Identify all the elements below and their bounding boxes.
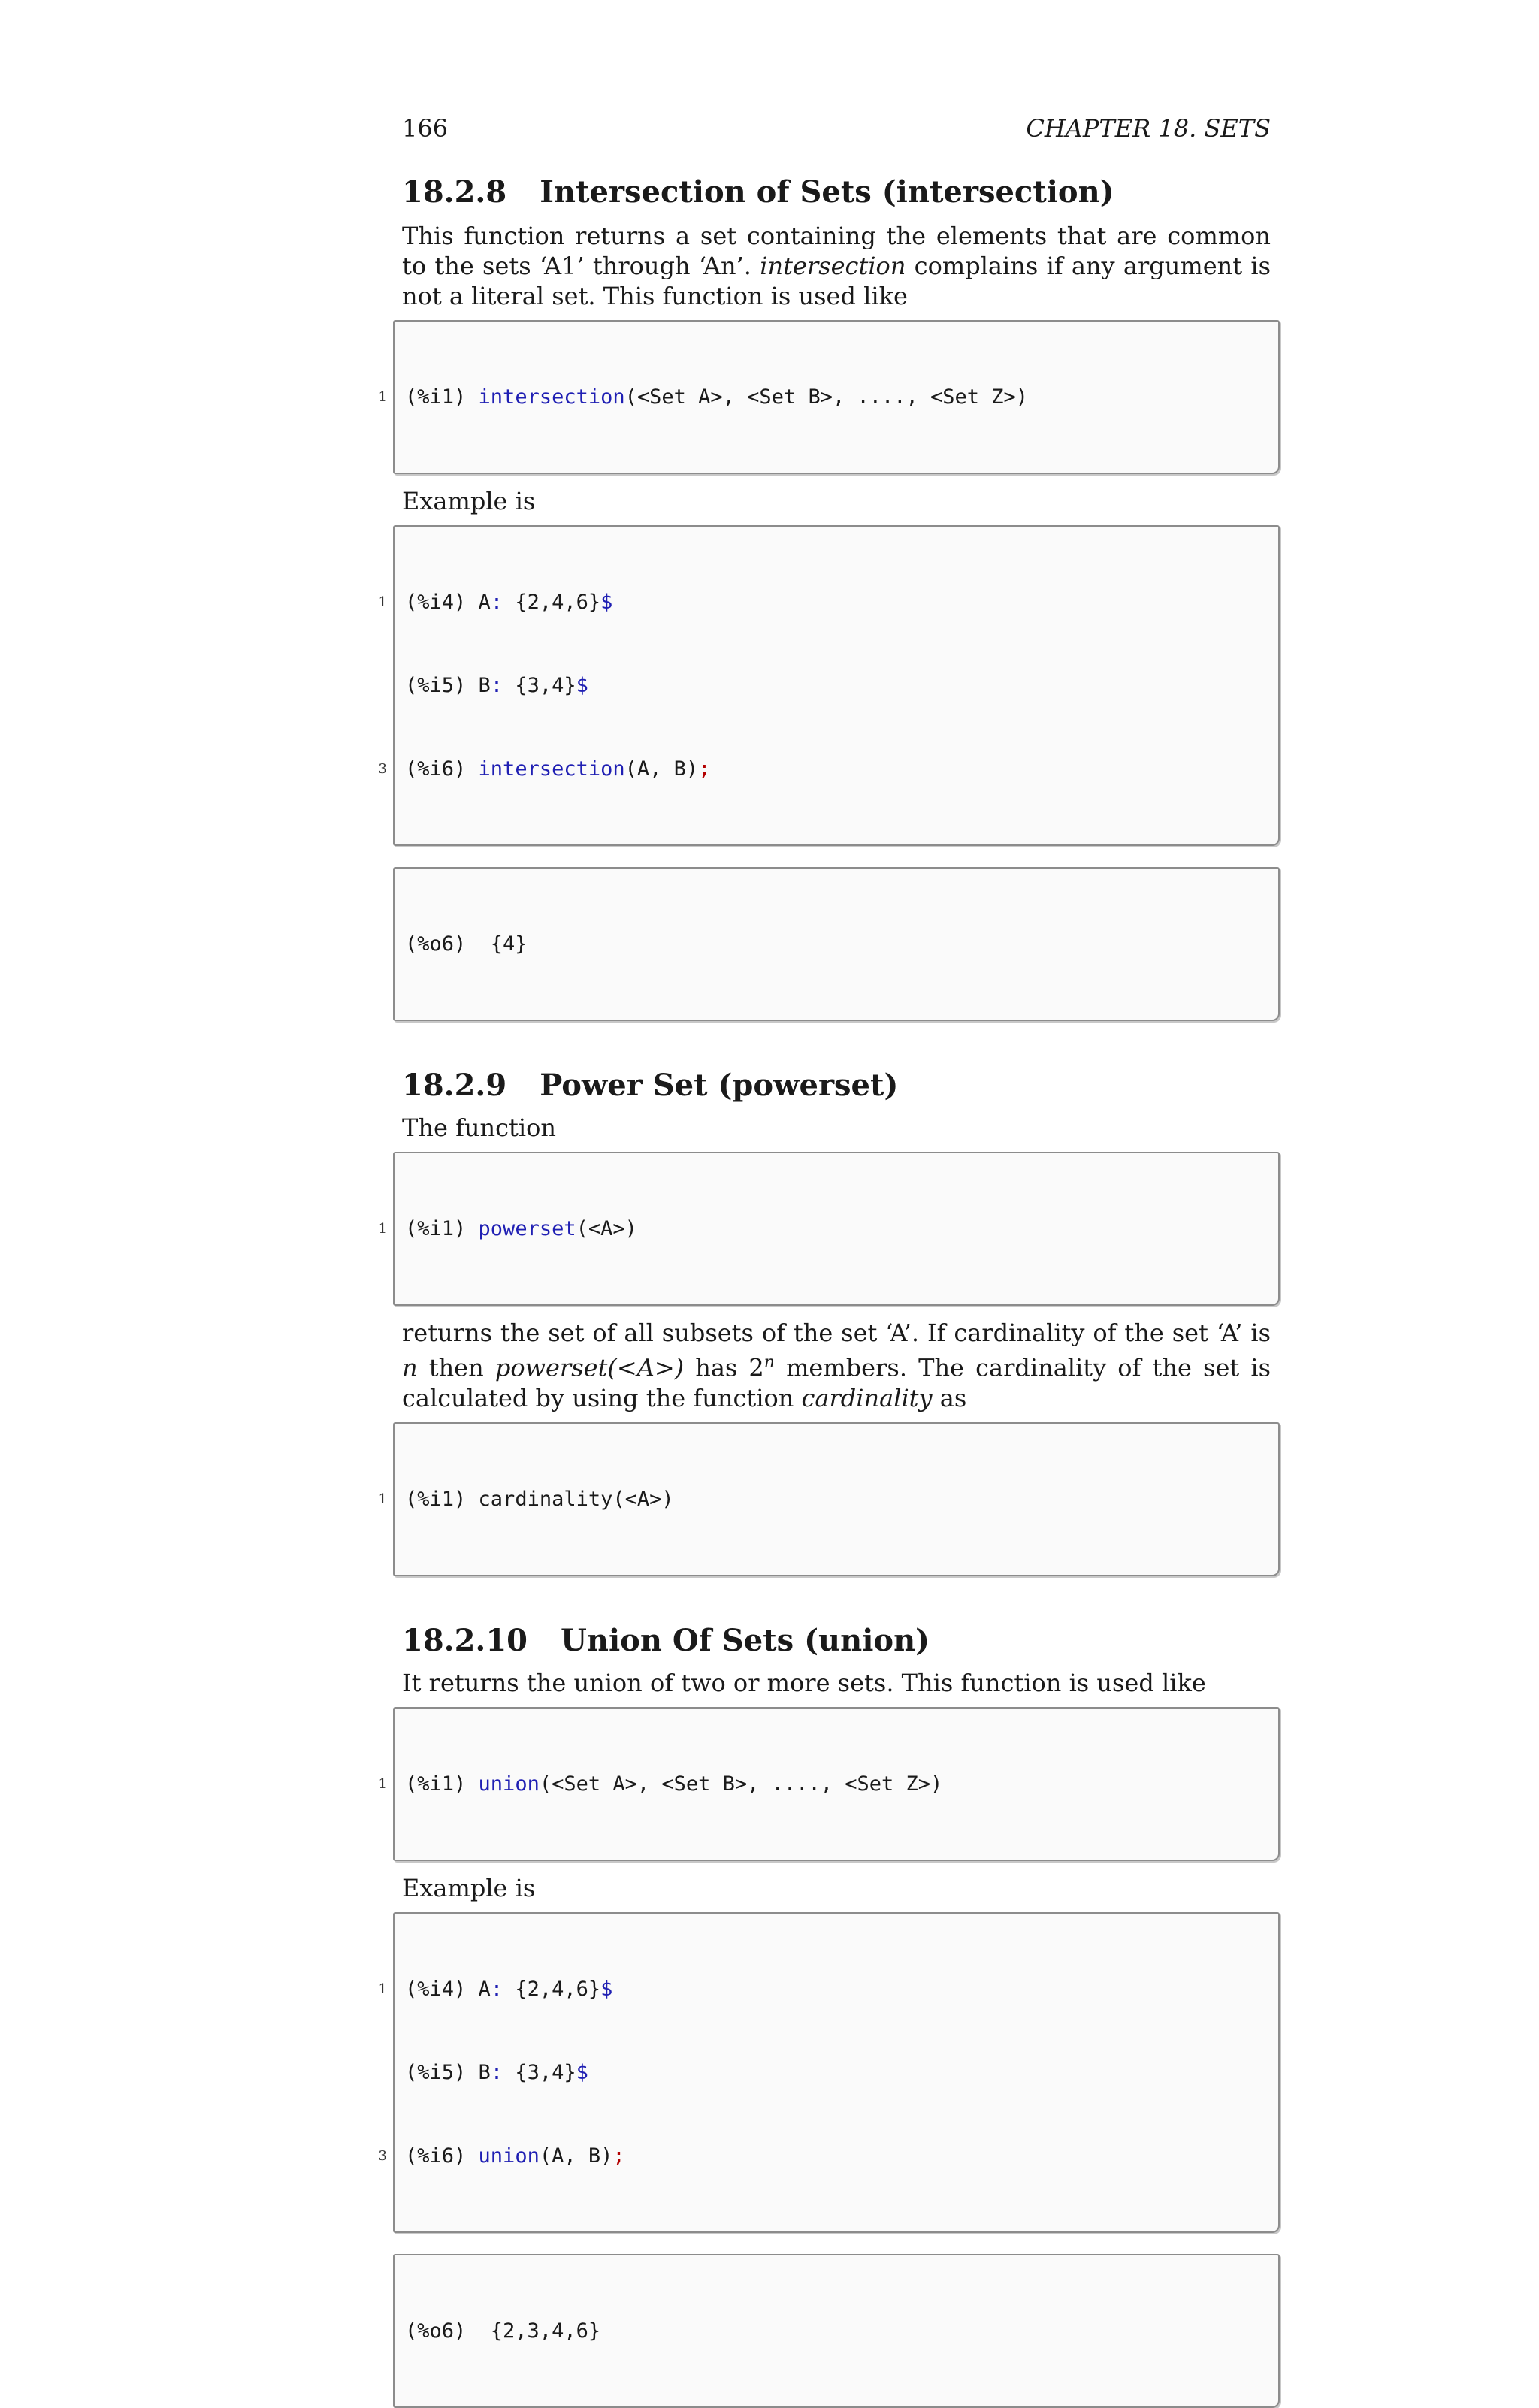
section-number: 18.2.8 bbox=[402, 174, 507, 210]
union-syntax-code: 1 (%i1) union(<Set A>, <Set B>, ...., <Set Z>) bbox=[393, 1707, 1280, 1861]
section-heading-intersection bbox=[402, 173, 1271, 212]
powerset-description: returns the set of all subsets of the set ‘A’. If cardinality of the set ‘A’ is n then powerset(<A>) has 2$^n$ members. The cardinality of the set is calculated by using the function cardinality as bbox=[402, 1319, 1271, 1412]
intersection-description: This function returns a set containing the elements that are common to the sets ‘A1’ through ‘An’. intersection complains if any argument is not a literal set. This function is used like bbox=[402, 222, 1271, 310]
union-output-code: (%o6) {2,3,4,6} bbox=[393, 2254, 1280, 2408]
intersection-example-code: 1 (%i4) A: {2,4,6}$ (%i5) B: {3,4}$ 3 (%i6) intersection(A, B); bbox=[393, 525, 1280, 846]
union-example-code: 1 (%i4) A: {2,4,6}$ (%i5) B: {3,4}$ 3 (%i6) union(A, B); bbox=[393, 1912, 1280, 2233]
example-label: Example is bbox=[402, 487, 536, 515]
page-content bbox=[378, 173, 1271, 2408]
running-header bbox=[402, 114, 1271, 152]
line-number: 1 bbox=[378, 389, 387, 405]
section-heading-powerset bbox=[402, 1066, 1271, 1105]
section-heading-union bbox=[402, 1621, 1271, 1660]
cardinality-syntax-code: 1 (%i1) cardinality(<A>) bbox=[393, 1422, 1280, 1576]
section-title: Union Of Sets (union) bbox=[561, 1622, 930, 1658]
chapter-title: CHAPTER 18. SETS bbox=[1026, 114, 1271, 143]
powerset-intro: The function bbox=[402, 1113, 557, 1142]
union-description: It returns the union of two or more sets. This function is used like bbox=[402, 1668, 1206, 1697]
section-number: 18.2.9 bbox=[402, 1068, 507, 1103]
section-title: Power Set (powerset) bbox=[540, 1068, 899, 1103]
intersection-syntax-code: 1 (%i1) intersection(<Set A>, <Set B>, ...., <Set Z>) bbox=[393, 320, 1280, 474]
section-number: 18.2.10 bbox=[402, 1622, 528, 1658]
intersection-output-code: (%o6) {4} bbox=[393, 867, 1280, 1021]
example-label: Example is bbox=[402, 1873, 536, 1902]
section-title: Intersection of Sets (intersection) bbox=[540, 174, 1114, 210]
page-number: 166 bbox=[402, 114, 449, 143]
powerset-syntax-code: 1 (%i1) powerset(<A>) bbox=[393, 1152, 1280, 1306]
